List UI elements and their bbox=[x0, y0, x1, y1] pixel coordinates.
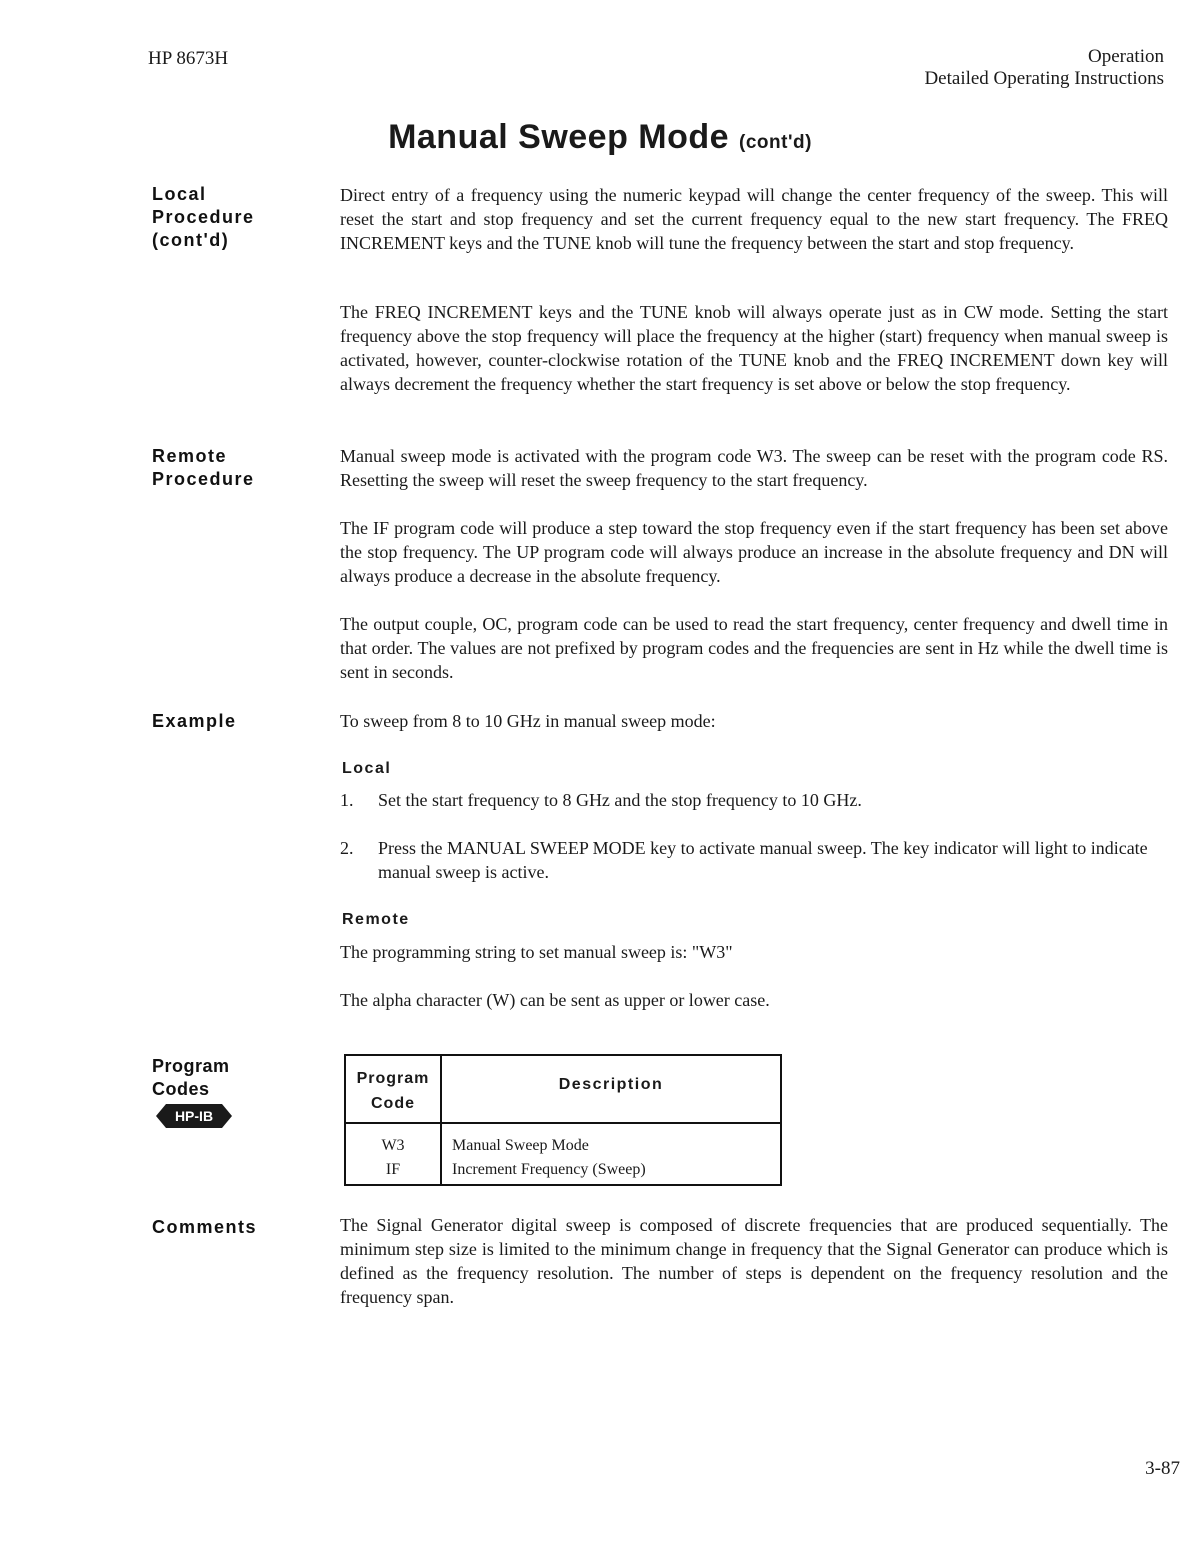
page-title-suffix: (cont'd) bbox=[739, 132, 812, 153]
heading-line: Procedure bbox=[152, 207, 255, 227]
example-local-label: Local bbox=[342, 760, 392, 777]
heading-line: Procedure bbox=[152, 469, 255, 489]
header-line: Program bbox=[356, 1070, 430, 1087]
local-paragraph-1: Direct entry of a frequency using the numeric keypad will change the center frequency of the sweep. This will reset the start and stop frequency and set the current frequency equal to the new start frequency. The FREQ INCREMENT keys and the TUNE knob will tune the frequency between the start and stop frequency. bbox=[340, 185, 1168, 253]
step-text: Set the start frequency to 8 GHz and the stop frequency to 10 GHz. bbox=[378, 790, 862, 810]
heading-line: Codes bbox=[152, 1079, 210, 1099]
page-title-main: Manual Sweep Mode bbox=[388, 118, 730, 156]
hp-ib-badge-label: HP-IB bbox=[174, 1108, 214, 1124]
header-section-line1: Operation bbox=[1088, 46, 1164, 67]
comments-heading: Comments bbox=[152, 1217, 258, 1237]
table-description-column bbox=[452, 1134, 776, 1182]
table-row-code: IF bbox=[385, 1161, 401, 1178]
example-step bbox=[340, 836, 1170, 884]
heading-line: Program bbox=[152, 1056, 230, 1076]
program-codes-heading bbox=[152, 1055, 327, 1101]
table-row-code: W3 bbox=[381, 1137, 405, 1154]
heading-line: Local bbox=[152, 184, 207, 204]
example-heading: Example bbox=[152, 711, 237, 731]
header-section bbox=[924, 46, 1164, 90]
example-step bbox=[340, 788, 1170, 812]
step-text: Press the MANUAL SWEEP MODE key to activate manual sweep. The key indicator will light to indicate manual sweep is active. bbox=[378, 838, 1148, 882]
table-header-code bbox=[346, 1066, 440, 1116]
step-number: 2. bbox=[340, 838, 354, 858]
heading-line: (cont'd) bbox=[152, 230, 230, 250]
table-row-desc: Increment Frequency (Sweep) bbox=[452, 1161, 646, 1178]
example-remote-line-1: The programming string to set manual sweep is: "W3" bbox=[340, 942, 733, 962]
step-number: 1. bbox=[340, 790, 354, 810]
page-title bbox=[0, 118, 1200, 157]
page-number: 3-87 bbox=[1145, 1458, 1180, 1479]
remote-paragraph-2: The IF program code will produce a step toward the stop frequency even if the start frequency has been set above the stop frequency. The UP program code will always produce an increase in the absolute frequency and DN will always produce a decrease in the absolute frequency. bbox=[340, 518, 1168, 586]
example-remote-line-2: The alpha character (W) can be sent as upper or lower case. bbox=[340, 990, 770, 1010]
remote-paragraph-3: The output couple, OC, program code can be used to read the start frequency, center frequency and dwell time in that order. The values are not prefixed by program codes and the frequencies are sent in Hz while the dwell time is sent in seconds. bbox=[340, 614, 1168, 682]
table-row-desc: Manual Sweep Mode bbox=[452, 1137, 589, 1154]
remote-procedure-heading bbox=[152, 445, 327, 491]
example-intro: To sweep from 8 to 10 GHz in manual sweep mode: bbox=[340, 711, 716, 731]
header-section-line2: Detailed Operating Instructions bbox=[924, 68, 1164, 89]
local-procedure-heading bbox=[152, 183, 327, 252]
local-paragraph-2: The FREQ INCREMENT keys and the TUNE knob will always operate just as in CW mode. Setting the start frequency above the stop frequency will place the frequency at the higher (start) frequency when manual sweep is activated, however, counter-clockwise rotation of the TUNE knob and the FREQ INCREMENT down key will always decrement the frequency whether the start frequency is set above or below the stop frequency. bbox=[340, 302, 1168, 394]
table-header-description: Description bbox=[558, 1076, 664, 1093]
program-codes-table bbox=[344, 1054, 782, 1186]
example-remote-label: Remote bbox=[342, 911, 410, 928]
table-code-column bbox=[346, 1134, 440, 1182]
remote-paragraph-1: Manual sweep mode is activated with the program code W3. The sweep can be reset with the program code RS. Resetting the sweep will reset the sweep frequency to the start frequency. bbox=[340, 446, 1168, 490]
heading-line: Remote bbox=[152, 446, 228, 466]
header-model: HP 8673H bbox=[148, 48, 229, 69]
hp-ib-badge bbox=[156, 1104, 232, 1128]
header-line: Code bbox=[371, 1095, 415, 1112]
comments-text: The Signal Generator digital sweep is composed of discrete frequencies that are produced sequentially. The minimum step size is limited to the minimum change in frequency that the Signal Generator can produce which is defined as the frequency resolution. The number of steps is dependent on the frequency resolution and the frequency span. bbox=[340, 1215, 1168, 1307]
hp-ib-badge-shape bbox=[156, 1104, 232, 1128]
